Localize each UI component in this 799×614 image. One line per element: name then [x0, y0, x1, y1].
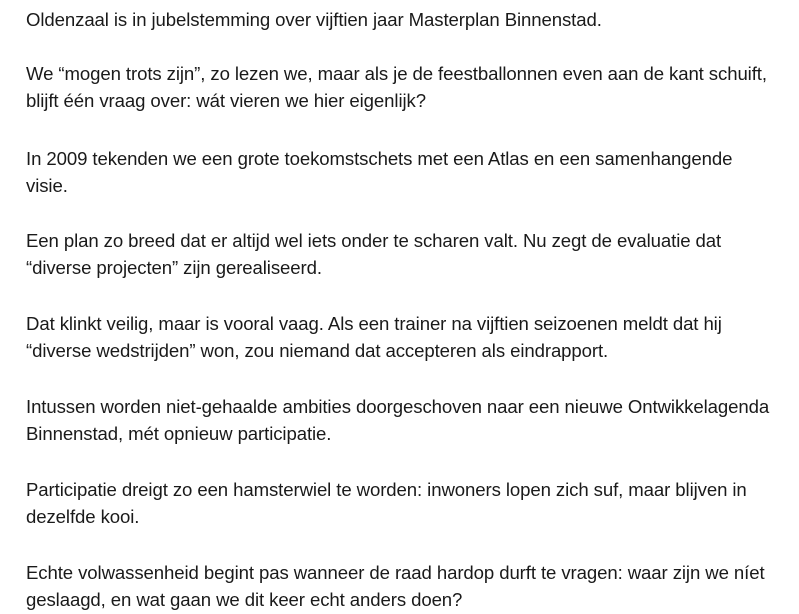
text-line: “diverse wedstrijden” won, zou niemand dat accepteren als eindrapport. [26, 340, 609, 361]
text-line: Dat klinkt veilig, maar is vooral vaag. Als een trainer na vijftien seizoenen meldt dat hij [26, 313, 722, 334]
text-line: visie. [26, 175, 68, 196]
paragraph-7 [26, 476, 747, 530]
paragraph-6 [26, 393, 769, 447]
paragraph-8 [26, 559, 765, 613]
text-line: “diverse projecten” zijn gerealiseerd. [26, 257, 322, 278]
text-line: We “mogen trots zijn”, zo lezen we, maar als je de feestballonnen even aan de kant schuift, [26, 63, 767, 84]
text-line: dezelfde kooi. [26, 506, 140, 527]
paragraph-5 [26, 310, 722, 364]
paragraph-1 [26, 6, 602, 33]
text-line: Een plan zo breed dat er altijd wel iets onder te scharen valt. Nu zegt de evaluatie dat [26, 230, 722, 251]
text-line: In 2009 tekenden we een grote toekomstschets met een Atlas en een samenhangende [26, 148, 733, 169]
text-line: Binnenstad, mét opnieuw participatie. [26, 423, 332, 444]
text-line: Participatie dreigt zo een hamsterwiel te worden: inwoners lopen zich suf, maar blijven in [26, 479, 747, 500]
paragraph-2 [26, 60, 767, 114]
text-line: blijft één vraag over: wát vieren we hier eigenlijk? [26, 90, 426, 111]
text-line: geslaagd, en wat gaan we dit keer echt anders doen? [26, 589, 463, 610]
text-line: Echte volwassenheid begint pas wanneer de raad hardop durft te vragen: waar zijn we níet [26, 562, 765, 583]
paragraph-3 [26, 145, 732, 199]
text-line: Intussen worden niet-gehaalde ambities doorgeschoven naar een nieuwe Ontwikkelagenda [26, 396, 770, 417]
text-line: Oldenzaal is in jubelstemming over vijftien jaar Masterplan Binnenstad. [26, 9, 602, 30]
paragraph-4 [26, 227, 721, 281]
